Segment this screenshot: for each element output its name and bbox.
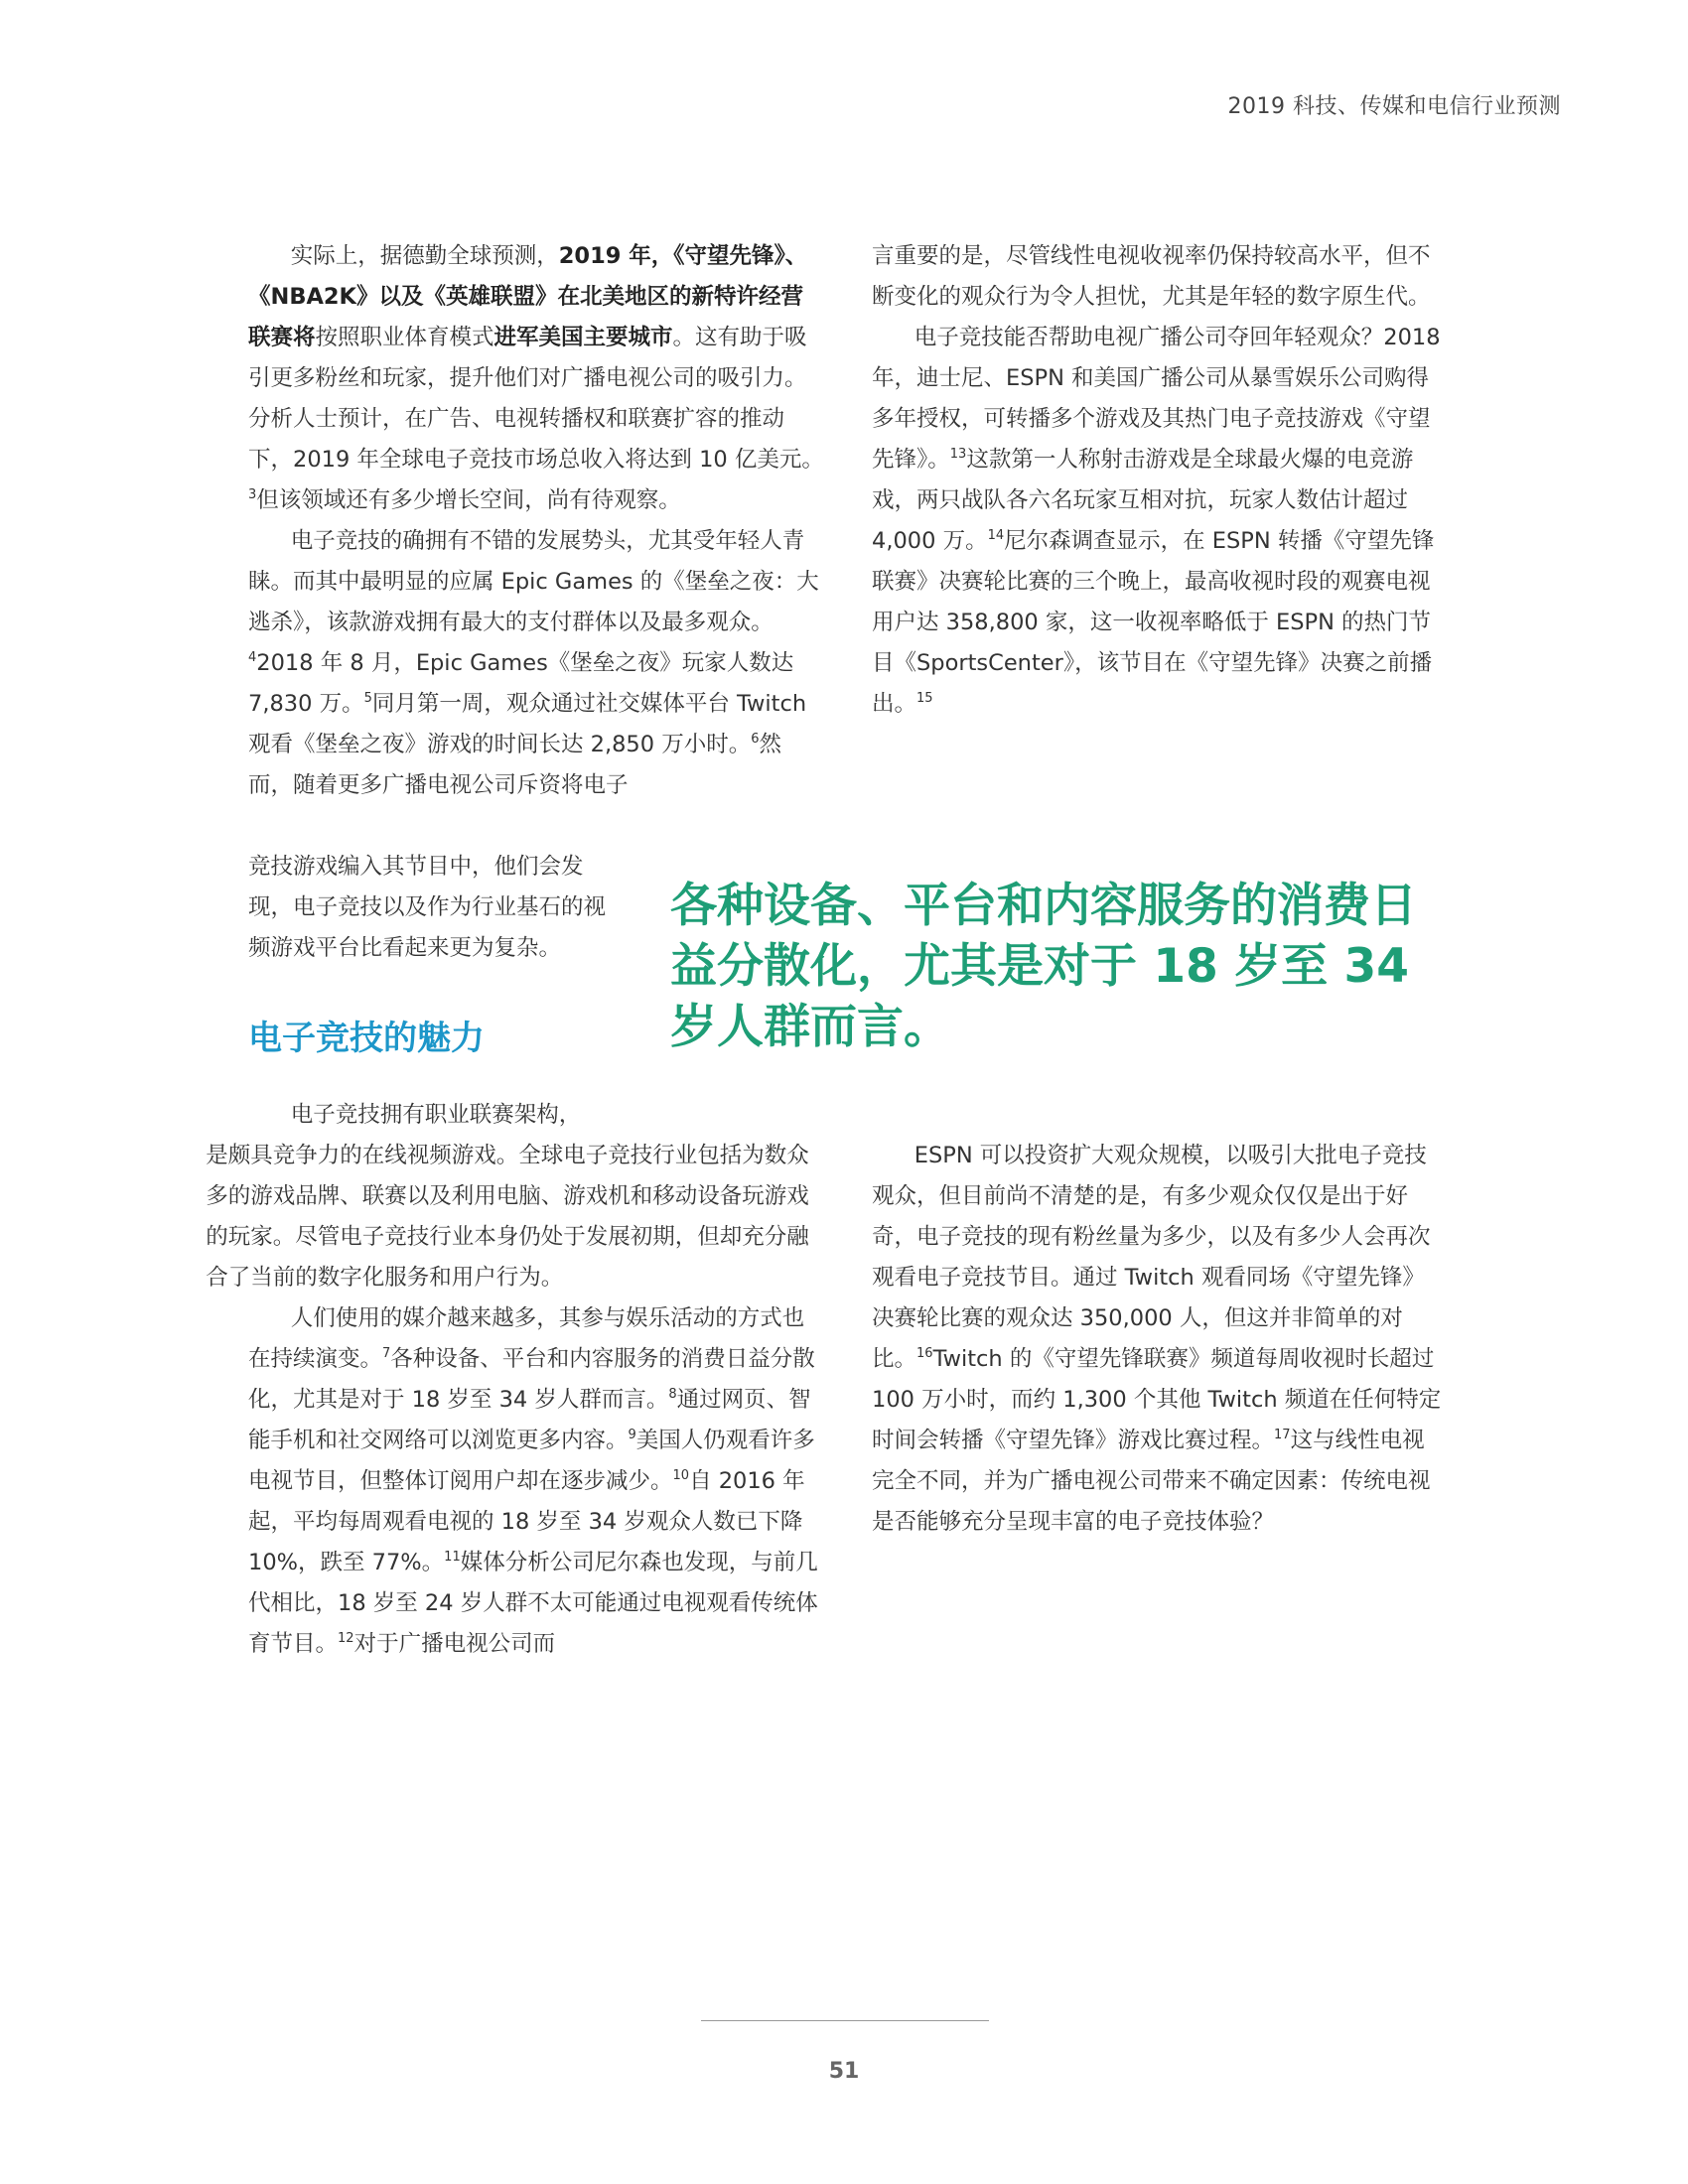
footnote-ref[interactable]: 10 xyxy=(672,1468,690,1483)
footnote-ref[interactable]: 3 xyxy=(248,487,257,502)
running-header: 2019 科技、传媒和电信行业预测 xyxy=(1227,94,1561,119)
footnote-ref[interactable]: 5 xyxy=(363,691,372,706)
paragraph: 电子竞技能否帮助电视广播公司夺回年轻观众？2018 年，迪士尼、ESPN 和美国广播公司从暴雪娱乐公司购得多年授权，可转播多个游戏及其热门电子竞技游戏《守望先锋》。$^{13}$这款第一人称射击游戏是全球最火爆的电竞游戏，两只战队各六名玩家互相对抗，玩家人数估计超过 4,000 万。$^{14}$尼尔森调查显示，在 ESPN 转播《守望先锋联赛》决赛轮比赛的三个晚上，最高收视时段的观赛电视用户达 358,800 家，这一收视率略低于 ESPN 的热门节目《SportsCenter》，该节目在《守望先锋》决赛之前播出。$^{15}$ xyxy=(872,325,1441,717)
footnote-ref[interactable]: 7 xyxy=(382,1346,391,1361)
body-column-right-lower xyxy=(872,1136,1446,1543)
footnote-ref[interactable]: 14 xyxy=(987,528,1005,543)
footnote-ref[interactable]: 17 xyxy=(1274,1428,1291,1442)
body-column-left-lower xyxy=(206,1095,824,1665)
bold-emphasis: 2019 年，《守望先锋》、《NBA2K》以及《英雄联盟》在北美地区的新特许经营联赛将 xyxy=(248,243,808,350)
paragraph: ESPN 可以投资扩大观众规模，以吸引大批电子竞技观众，但目前尚不清楚的是，有多少观众仅仅是出于好奇，电子竞技的现有粉丝量为多少，以及有多少人会再次观看电子竞技节目。通过 Twitch 观看同场《守望先锋》决赛轮比赛的观众达 350,000 人，但这并非简单的对比。$^{16}$Twitch 的《守望先锋联赛》频道每周收视时长超过 100 万小时，而约 1,300 个其他 Twitch 频道在任何特定时间会转播《守望先锋》游戏比赛过程。$^{17}$这与线性电视完全不同，并为广播电视公司带来不确定因素：传统电视是否能够充分呈现丰富的电子竞技体验？ xyxy=(872,1143,1442,1535)
bold-emphasis: 进军美国主要城市 xyxy=(493,325,673,350)
footnote-ref[interactable]: 12 xyxy=(338,1631,354,1646)
footnote-ref[interactable]: 9 xyxy=(628,1428,636,1442)
footer-divider xyxy=(701,2020,989,2021)
pull-quote: 各种设备、平台和内容服务的消费日益分散化，尤其是对于 18 岁至 34 岁人群而言。 xyxy=(670,879,1417,1054)
paragraph-continued: 言重要的是，尽管线性电视收视率仍保持较高水平，但不断变化的观众行为令人担忧，尤其是年轻的数字原生代。 xyxy=(872,243,1431,310)
section-heading: 电子竞技的魅力 xyxy=(248,1019,485,1058)
page-number: 51 xyxy=(828,2059,860,2084)
footnote-ref[interactable]: 4 xyxy=(248,650,257,665)
body-column-right-upper xyxy=(872,236,1446,725)
paragraph: 实际上，据德勤全球预测，2019 年，《守望先锋》、《NBA2K》以及《英雄联盟》在北美地区的新特许经营联赛将按照职业体育模式进军美国主要城市。这有助于吸引更多粉丝和玩家，提升他们对广播电视公司的吸引力。分析人士预计，在广告、电视转播权和联赛扩容的推动下，2019 年全球电子竞技市场总收入将达到 10 亿美元。$^3$但该领域还有多少增长空间，尚有待观察。 xyxy=(248,243,824,513)
footnote-ref[interactable]: 16 xyxy=(916,1346,933,1361)
footnote-ref[interactable]: 8 xyxy=(668,1387,677,1402)
paragraph: 人们使用的媒介越来越多，其参与娱乐活动的方式也在持续演变。$^7$各种设备、平台和内容服务的消费日益分散化，尤其是对于 18 岁至 34 岁人群而言。$^8$通过网页、智能手机和社交网络可以浏览更多内容。$^9$美国人仍观看许多电视节目，但整体订阅用户却在逐步减少。$^{10}$自 2016 年起，平均每周观看电视的 18 岁至 34 岁观众人数已下降 10%，跌至 77%。$^{11}$媒体分析公司尼尔森也发现，与前几代相比，18 岁至 24 岁人群不太可能通过电视观看传统体育节目。$^{12}$对于广播电视公司而 xyxy=(248,1305,818,1657)
footnote-ref[interactable]: 11 xyxy=(444,1550,461,1565)
body-column-left-narrow xyxy=(248,847,626,969)
paragraph: 电子竞技的确拥有不错的发展势头，尤其受年轻人青睐。而其中最明显的应属 Epic Games 的《堡垒之夜：大逃杀》，该款游戏拥有最大的支付群体以及最多观众。$^4$2018 年 8 月，Epic Games《堡垒之夜》玩家人数达 7,830 万。$^5$同月第一周，观众通过社交媒体平台 Twitch 观看《堡垒之夜》游戏的时间长达 2,850 万小时。$^6$然而，随着更多广播电视公司斥资将电子 xyxy=(248,528,819,798)
paragraph: 电子竞技拥有职业联赛架构， 是颇具竞争力的在线视频游戏。全球电子竞技行业包括为数众多的游戏品牌、联赛以及利用电脑、游戏机和移动设备玩游戏的玩家。尽管电子竞技行业本身仍处于发展初期，但却充分融合了当前的数字化服务和用户行为。 xyxy=(206,1102,809,1291)
footnote-ref[interactable]: 13 xyxy=(949,447,967,462)
body-column-left-upper xyxy=(248,236,824,806)
footnote-ref[interactable]: 6 xyxy=(751,732,760,747)
paragraph-continued: 竞技游戏编入其节目中，他们会发现，电子竞技以及作为行业基石的视频游戏平台比看起来更为复杂。 xyxy=(248,854,607,961)
footnote-ref[interactable]: 15 xyxy=(916,691,933,706)
